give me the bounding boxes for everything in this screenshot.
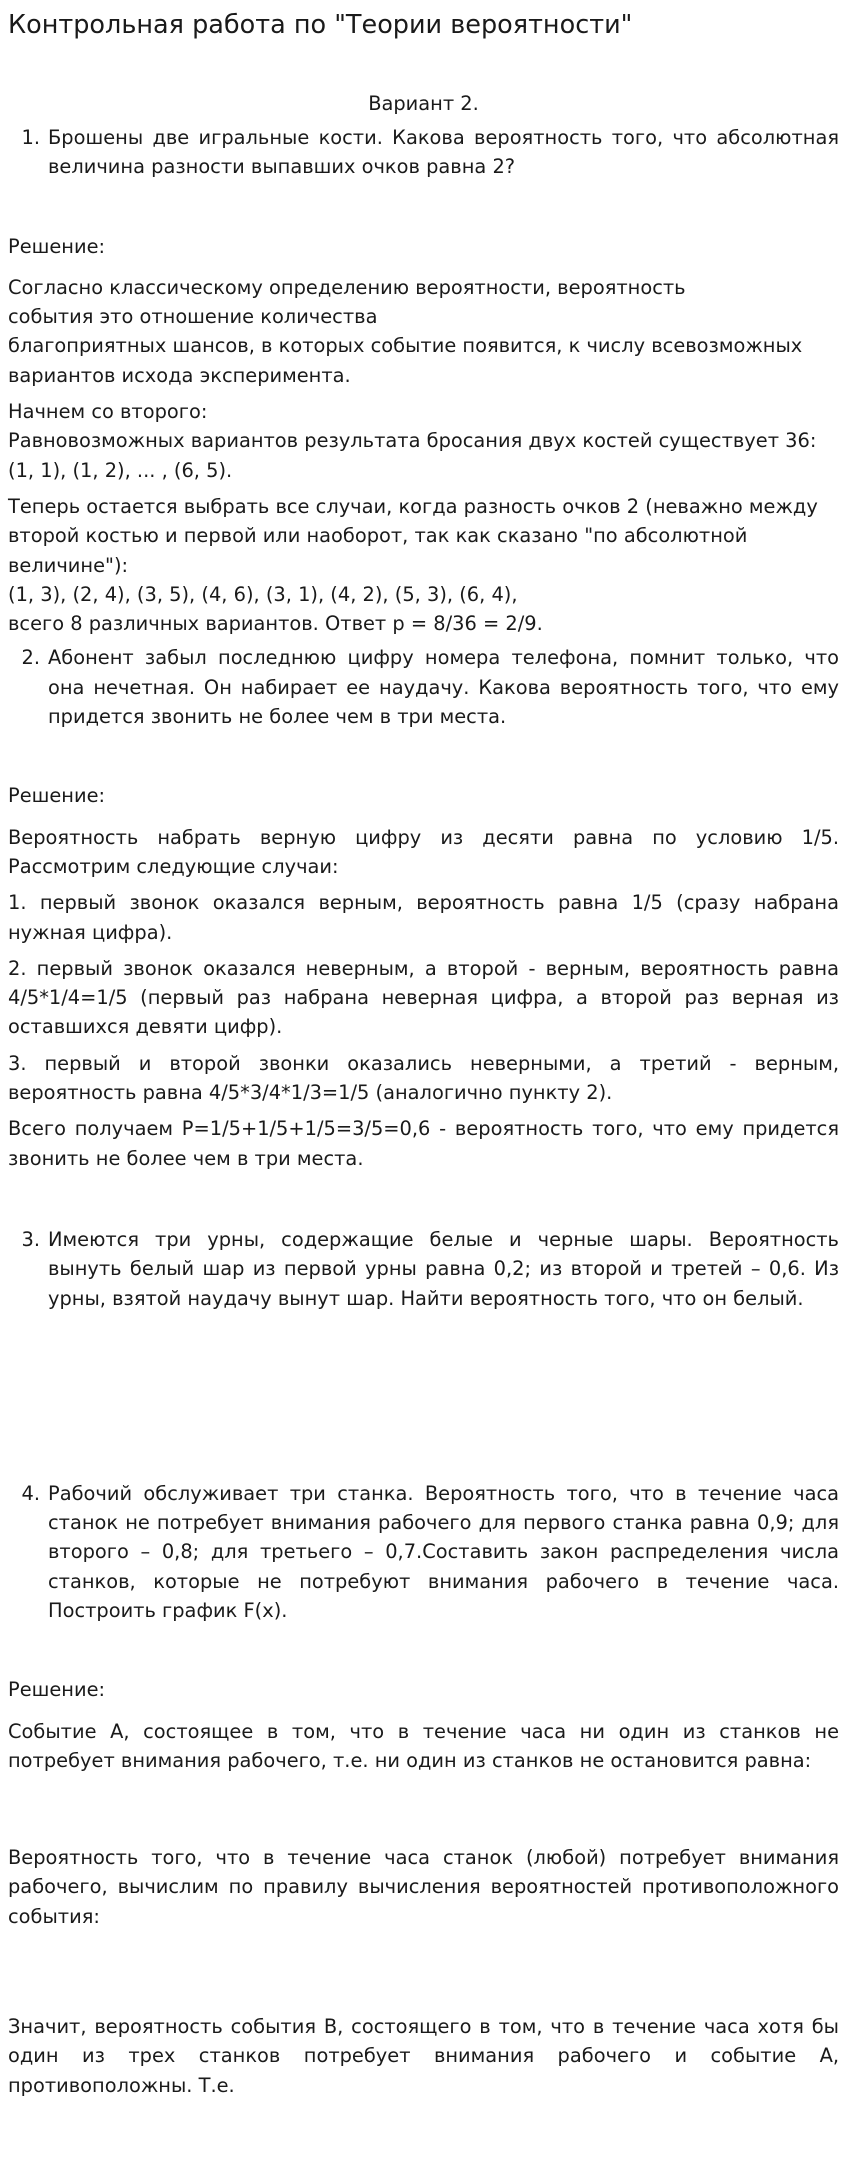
- text-line: события это отношение количества: [8, 305, 378, 329]
- task-2: [8, 643, 839, 731]
- task-4-solution-paragraph-2: Вероятность того, что в течение часа станок (любой) потребует внимания рабочего, вычислим по правилу вычисления вероятностей противоположного события:: [8, 1846, 839, 1928]
- document-title: Контрольная работа по "Теории вероятности": [8, 10, 633, 40]
- task-1: [8, 123, 839, 182]
- text-line: Теперь остается выбрать все случаи, когда разность очков 2 (неважно между: [8, 494, 818, 518]
- task-2-solution-paragraph-4: 3. первый и второй звонки оказались неверными, а третий - верным, вероятность равна 4/5*3/4*1/3=1/5 (аналогично пункту 2).: [8, 1051, 839, 1105]
- task-4-text: Рабочий обслуживает три станка. Вероятность того, что в течение часа станок не потребует внимания рабочего для первого станка равна 0,9; для второго – 0,8; для третьего – 0,7.Составить закон распределения числа станков, которые не потребуют внимания рабочего в течение часа. Построить график F(x).: [48, 1481, 839, 1622]
- task-1-solution-paragraph-1: [8, 273, 839, 390]
- task-4-number: 4.: [21, 1481, 40, 1505]
- text-line: Начнем со второго:: [8, 400, 208, 424]
- text-line: вариантов исхода эксперимента.: [8, 363, 351, 387]
- task-3-number: 3.: [21, 1227, 40, 1251]
- text-line: Согласно классическому определению вероятности, вероятность: [8, 275, 686, 299]
- task-2-solution-paragraph-3: 2. первый звонок оказался неверным, а второй - верным, вероятность равна 4/5*1/4=1/5 (первый раз набрана неверная цифра, а второй раз верная из оставшихся девяти цифр).: [8, 956, 839, 1039]
- task-1-solution-paragraph-3: [8, 492, 839, 638]
- task-1-solution-label: Решение:: [8, 234, 106, 258]
- text-line: (1, 1), (1, 2), ... , (6, 5).: [8, 458, 233, 482]
- task-2-solution-paragraph-2: 1. первый звонок оказался верным, вероятность равна 1/5 (сразу набрана нужная цифра).: [8, 891, 839, 944]
- task-4-solution-label: Решение:: [8, 1678, 106, 1702]
- task-2-number: 2.: [21, 646, 40, 670]
- task-2-solution-paragraph-1: Вероятность набрать верную цифру из десяти равна по условию 1/5. Рассмотрим следующие случаи:: [8, 825, 839, 878]
- task-3: [8, 1225, 839, 1313]
- task-1-solution-paragraph-2: [8, 397, 839, 485]
- text-line: второй костью и первой или наоборот, так как сказано "по абсолютной: [8, 524, 748, 548]
- text-line: всего 8 различных вариантов. Ответ p = 8/36 = 2/9.: [8, 612, 543, 636]
- task-3-text: Имеются три урны, содержащие белые и черные шары. Вероятность вынуть белый шар из первой урны равна 0,2; из второй и третей – 0,6. Из урны, взятой наудачу вынут шар. Найти вероятность того, что он белый.: [48, 1227, 839, 1310]
- text-line: благоприятных шансов, в которых событие появится, к числу всевозможных: [8, 334, 803, 358]
- task-2-text: Абонент забыл последнюю цифру номера телефона, помнит только, что она нечетная. Он набирает ее наудачу. Какова вероятность того, что ему придется звонить не более чем в три места.: [48, 646, 839, 729]
- task-1-text: Брошены две игральные кости. Какова вероятность того, что абсолютная величина разности выпавших очков равна 2?: [48, 126, 839, 179]
- variant-heading: Вариант 2.: [368, 92, 479, 115]
- text-line: (1, 3), (2, 4), (3, 5), (4, 6), (3, 1), (4, 2), (5, 3), (6, 4),: [8, 582, 518, 606]
- task-2-solution-label: Решение:: [8, 784, 106, 808]
- text-line: величине"):: [8, 553, 129, 577]
- task-4-solution-paragraph-1: Событие A, состоящее в том, что в течение часа ни один из станков не потребует внимания рабочего, т.е. ни один из станков не остановится равна:: [8, 1719, 839, 1772]
- task-1-number: 1.: [21, 126, 40, 149]
- text-line: Равновозможных вариантов результата бросания двух костей существует 36:: [8, 429, 817, 453]
- task-2-solution-paragraph-5: Всего получаем P=1/5+1/5+1/5=3/5=0,6 - вероятность того, что ему придется звонить не более чем в три места.: [8, 1117, 839, 1170]
- task-4: [8, 1479, 839, 1625]
- task-4-solution-paragraph-3: Значит, вероятность события B, состоящего в том, что в течение часа хотя бы один из трех станков потребует внимания рабочего и событие A, противоположны. Т.е.: [8, 2015, 839, 2097]
